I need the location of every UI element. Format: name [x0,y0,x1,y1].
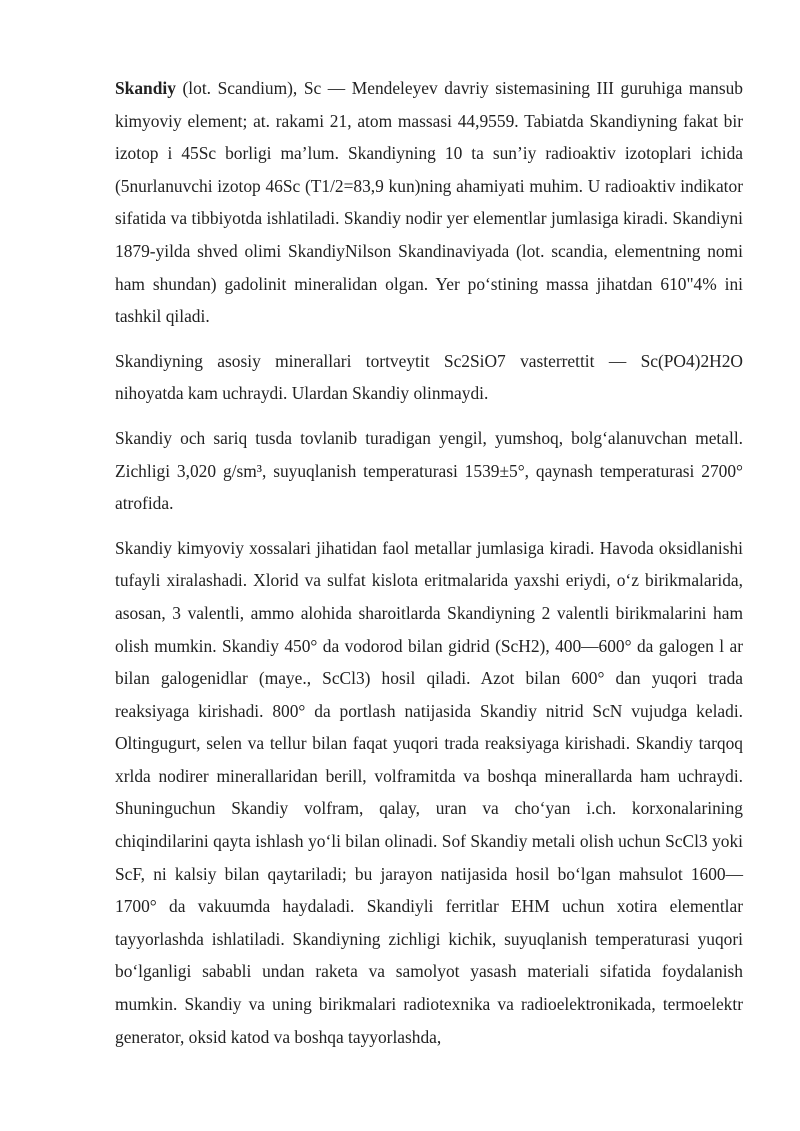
paragraph-physical-properties: Skandiy och sariq tusda tovlanib turadigan yengil, yumshoq, bolg‘alanuvchan metall. Zichligi 3,020 g/sm³, suyuqlanish temperaturasi 1539±5°, qaynash temperaturasi 2700° atrofida. [115,427,743,514]
paragraph-minerals: Skandiyning asosiy minerallari tortveytit Sc2SiO7 vasterrettit — Sc(PO4)2H2O nihoyatda kam uchraydi. Ulardan Skandiy olinmaydi. [115,350,743,404]
document-page [115,72,743,1065]
paragraph-intro [115,72,743,333]
paragraph-text: (lot. Scandium), Sc — Mendeleyev davriy sistemasining III guruhiga mansub kimyoviy element; at. rakami 21, atom massasi 44,9559. Tabiatda Skandiyning fakat bir izotop i 45Sc borligi ma’lum. Skandiyning 10 ta sun’iy radioaktiv izotoplari ichida (5nurlanuvchi izotop 46Sc (T1/2=83,9 kun)ning ahamiyati muhim. U radioaktiv indikator sifatida va tibbiyotda ishlatiladi. Skandiy nodir yer elementlar jumlasiga kiradi. Skandiyni 1879-yilda shved olimi SkandiyNilson Skandinaviyada (lot. scandia, elementning nomi ham shundan) gadolinit mineralidan olgan. Yer po‘stining massa jihatdan 610"4% ini tashkil qiladi. [115,78,743,327]
term-heading: Skandiy [115,78,176,98]
paragraph-chemical-properties: Skandiy kimyoviy xossalari jihatidan faol metallar jumlasiga kiradi. Havoda oksidlanishi tufayli xiralashadi. Xlorid va sulfat kislota eritmalarida yaxshi eriydi, o‘z birikmalarida, asosan, 3 valentli, ammo alohida sharoitlarda Skandiyning 2 valentli birikmalarini ham olish mumkin. Skandiy 450° da vodorod bilan gidrid (ScH2), 400—600° da galogen l ar bilan galogenidlar (maye., ScCl3) hosil qiladi. Azot bilan 600° dan yuqori trada reaksiyaga kirishadi. 800° da portlash natijasida Skandiy nitrid ScN vujudga keladi. Oltingugurt, selen va tellur bilan faqat yuqori trada reaksiyaga kirishadi. Skandiy tarqoq xrlda nodirer minerallaridan berill, volframitda va boshqa minerallarda ham uchraydi. Shuninguchun Skandiy volfram, qalay, uran va cho‘yan i.ch. korxonalarining chiqindilarini qayta ishlash yo‘li bilan olinadi. Sof Skandiy metali olish uchun ScCl3 yoki ScF, ni kalsiy bilan qaytariladi; bu jarayon natijasida hosil bo‘lgan mahsulot 1600— 1700° da vakuumda haydaladi. Skandiyli ferritlar EHM uchun xotira elementlar tayyorlashda ishlatiladi. Skandiyning zichligi kichik, suyuqlanish temperaturasi yuqori bo‘lganligi sababli undan raketa va samolyot yasash materiali sifatida foydalanish mumkin. Skandiy va uning birikmalari radiotexnika va radioelektronikada, termoelektr generator, oksid katod va boshqa tayyorlashda, [115,537,743,1047]
